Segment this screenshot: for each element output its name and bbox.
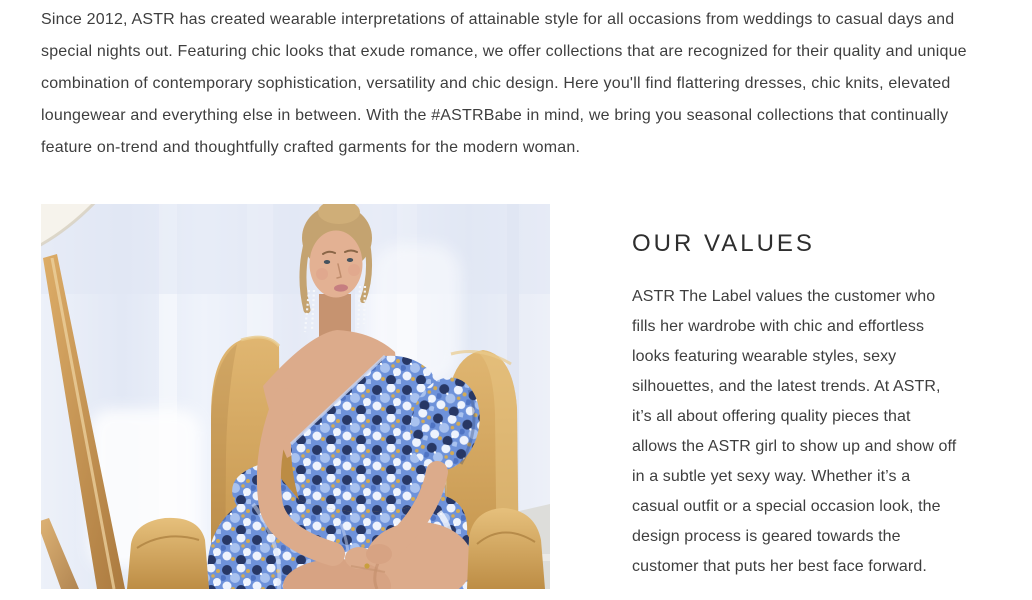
- values-heading: OUR VALUES: [632, 230, 815, 257]
- values-paragraph: ASTR The Label values the customer who fills her wardrobe with chic and effortless looks featuring wearable styles, sexy silhouettes, and the latest trends. At ASTR, it’s all about offering quality pieces that allows the ASTR girl to show up and show off in a subtle yet sexy way. Whether it’s a casual outfit or a special occasion look, the design process is geared towards the customer that puts her best face forward.: [632, 288, 957, 575]
- gold-ring: [364, 563, 369, 568]
- hero-photo-illustration: [41, 204, 550, 589]
- brand-intro-paragraph: Since 2012, ASTR has created wearable interpretations of attainable style for all occasions from weddings to casual days and special nights out. Featuring chic looks that exude romance, we offer collections that are recognized for their quality and unique combination of contemporary sophistication, versatility and chic design. Here you'll find flattering dresses, chic knits, elevated loungewear and everything else in between. With the #ASTRBabe in mind, we bring you seasonal collections that continually feature on-trend and thoughtfully crafted garments for the modern woman.: [41, 11, 967, 156]
- hero-photo: [41, 204, 550, 589]
- values-section: [632, 230, 958, 582]
